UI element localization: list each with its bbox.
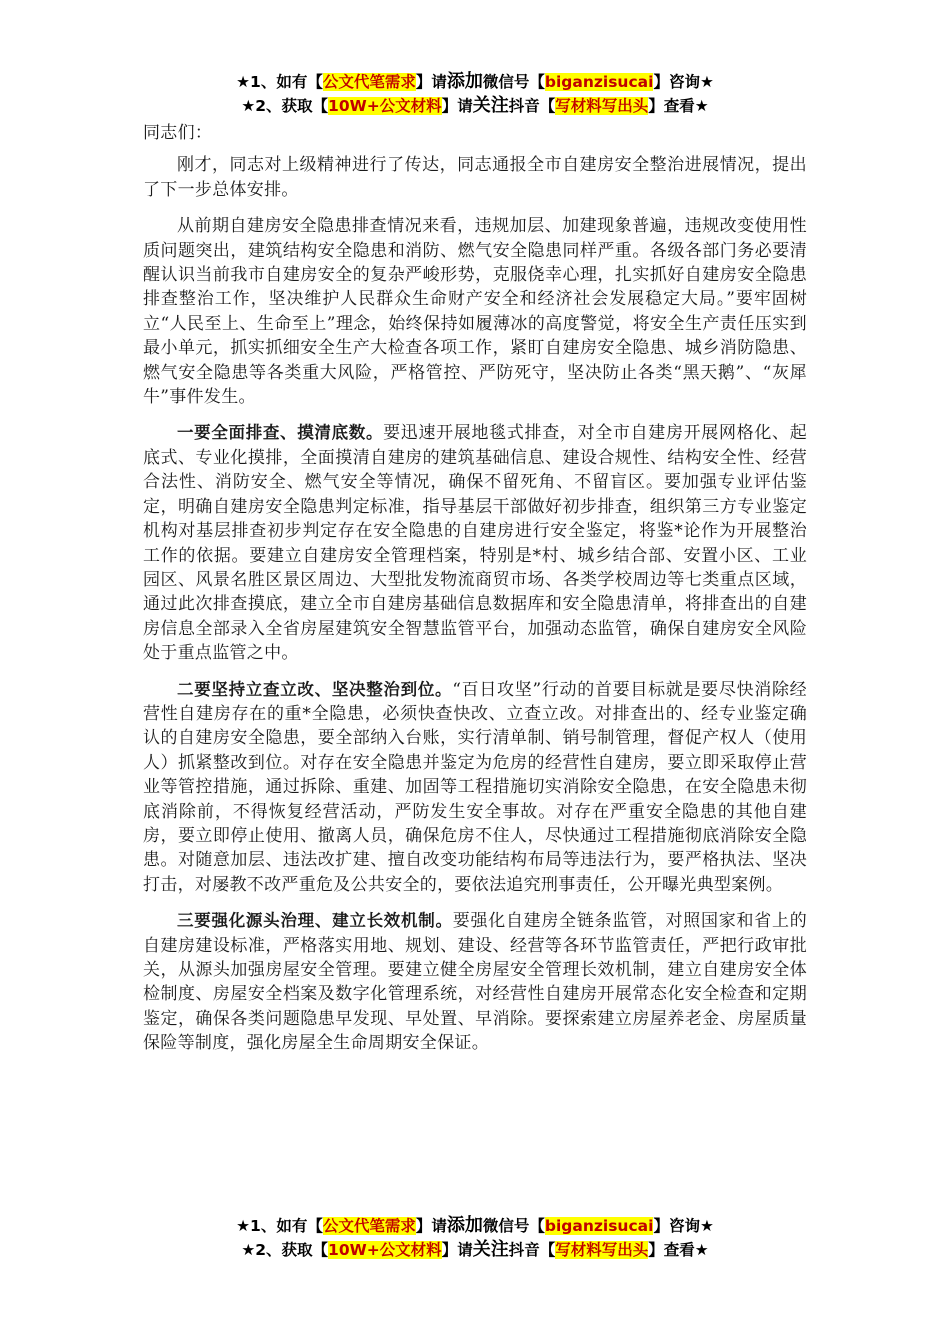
point-2-heading: 二要坚持立查立改、坚决整治到位。 — [177, 679, 453, 699]
paragraph-point-3 — [143, 909, 807, 1055]
highlight-materials: 10W+公文材料 — [328, 97, 442, 115]
promo-banner-top — [0, 70, 950, 118]
highlight-douyin: 写材料写出头 — [555, 97, 649, 115]
promo-banner-bottom — [0, 1214, 950, 1262]
promo-line-1: ★1、如有【公文代笔需求】请添加微信号【biganzisucai】咨询★ — [236, 71, 714, 92]
point-1-heading: 一要全面排查、摸清底数。 — [177, 423, 384, 443]
paragraph-point-2 — [143, 678, 807, 898]
promo-line-2: ★2、获取【10W+公文材料】请关注抖音【写材料写出头】查看★ — [241, 95, 709, 116]
highlight-ghostwriting: 公文代笔需求 — [322, 1217, 416, 1235]
point-1-body: 要迅速开展地毯式排查，对全市自建房开展网格化、起底式、专业化摸排，全面摸清自建房的建筑基础信息、建设合规性、结构安全性、经营合法性、消防安全、燃气安全等情况，确保不留死角、不留盲区。要加强专业评估鉴定，明确自建房安全隐患判定标准，指导基层干部做好初步排查，组织第三方专业鉴定机构对基层排查初步判定存在安全隐患的自建房进行安全鉴定，将鉴*论作为开展整治工作的依据。要建立自建房安全管理档案，特别是*村、城乡结合部、安置小区、工业园区、风景名胜区景区周边、大型批发物流商贸市场、各类学校周边等七类重点区域，通过此次排查摸底，建立全市自建房基础信息数据库和安全隐患清单，将排查出的自建房信息全部录入全省房屋建筑安全智慧监管平台，加强动态监管，确保自建房安全风险处于重点监管之中。 — [143, 423, 807, 664]
highlight-douyin: 写材料写出头 — [555, 1241, 649, 1259]
highlight-ghostwriting: 公文代笔需求 — [322, 73, 416, 91]
document-body — [143, 121, 807, 1068]
highlight-wechat-id: biganzisucai — [544, 73, 654, 91]
greeting: 同志们： — [143, 123, 213, 143]
paragraph-situation: 从前期自建房安全隐患排查情况来看，违规加层、加建现象普遍，违规改变使用性质问题突出，建筑结构安全隐患和消防、燃气安全隐患同样严重。各级各部门务必要清醒认识当前我市自建房安全的复杂严峻形势，克服侥幸心理，扎实抓好自建房安全隐患排查整治工作，坚决维护人民群众生命财产安全和经济社会发展稳定大局。”要牢固树立“人民至上、生命至上”理念，始终保持如履薄冰的高度警觉，将安全生产责任压实到最小单元，抓实抓细安全生产大检查各项工作，紧盯自建房安全隐患、城乡消防隐患、燃气安全隐患等各类重大风险，严格管控、严防死守，坚决防止各类“黑天鹅”、“灰犀牛”事件发生。 — [143, 216, 807, 408]
promo-line-2: ★2、获取【10W+公文材料】请关注抖音【写材料写出头】查看★ — [241, 1239, 709, 1260]
highlight-wechat-id: biganzisucai — [544, 1217, 654, 1235]
point-3-heading: 三要强化源头治理、建立长效机制。 — [177, 911, 453, 931]
promo-line-1: ★1、如有【公文代笔需求】请添加微信号【biganzisucai】咨询★ — [236, 1215, 714, 1236]
paragraph-point-1 — [143, 421, 807, 665]
paragraph-intro: 刚才，同志对上级精神进行了传达，同志通报全市自建房安全整治进展情况，提出了下一步总体安排。 — [143, 155, 807, 200]
highlight-materials: 10W+公文材料 — [328, 1241, 442, 1259]
point-2-body: “百日攻坚”行动的首要目标就是要尽快消除经营性自建房存在的重*全隐患，必须快查快改、立查立改。对排查出的、经专业鉴定确认的自建房安全隐患，要全部纳入台账，实行清单制、销号制管理，督促产权人（使用人）抓紧整改到位。对存在安全隐患并鉴定为危房的经营性自建房，要立即采取停止营业等管控措施，通过拆除、重建、加固等工程措施切实消除安全隐患，在安全隐患未彻底消除前，不得恢复经营活动，严防发生安全事故。对存在严重安全隐患的其他自建房，要立即停止使用、撤离人员，确保危房不住人，尽快通过工程措施彻底消除安全隐患。对随意加层、违法改扩建、擅自改变功能结构布局等违法行为，要严格执法、坚决打击，对屡教不改严重危及公共安全的，要依法追究刑事责任，公开曝光典型案例。 — [143, 679, 807, 895]
point-3-body: 要强化自建房全链条监管，对照国家和省上的自建房建设标准，严格落实用地、规划、建设、经营等各环节监管责任，严把行政审批关，从源头加强房屋安全管理。要建立健全房屋安全管理长效机制，建立自建房安全体检制度、房屋安全档案及数字化管理系统，对经营性自建房开展常态化安全检查和定期鉴定，确保各类问题隐患早发现、早处置、早消除。要探索建立房屋养老金、房屋质量保险等制度，强化房屋全生命周期安全保证。 — [143, 911, 807, 1054]
